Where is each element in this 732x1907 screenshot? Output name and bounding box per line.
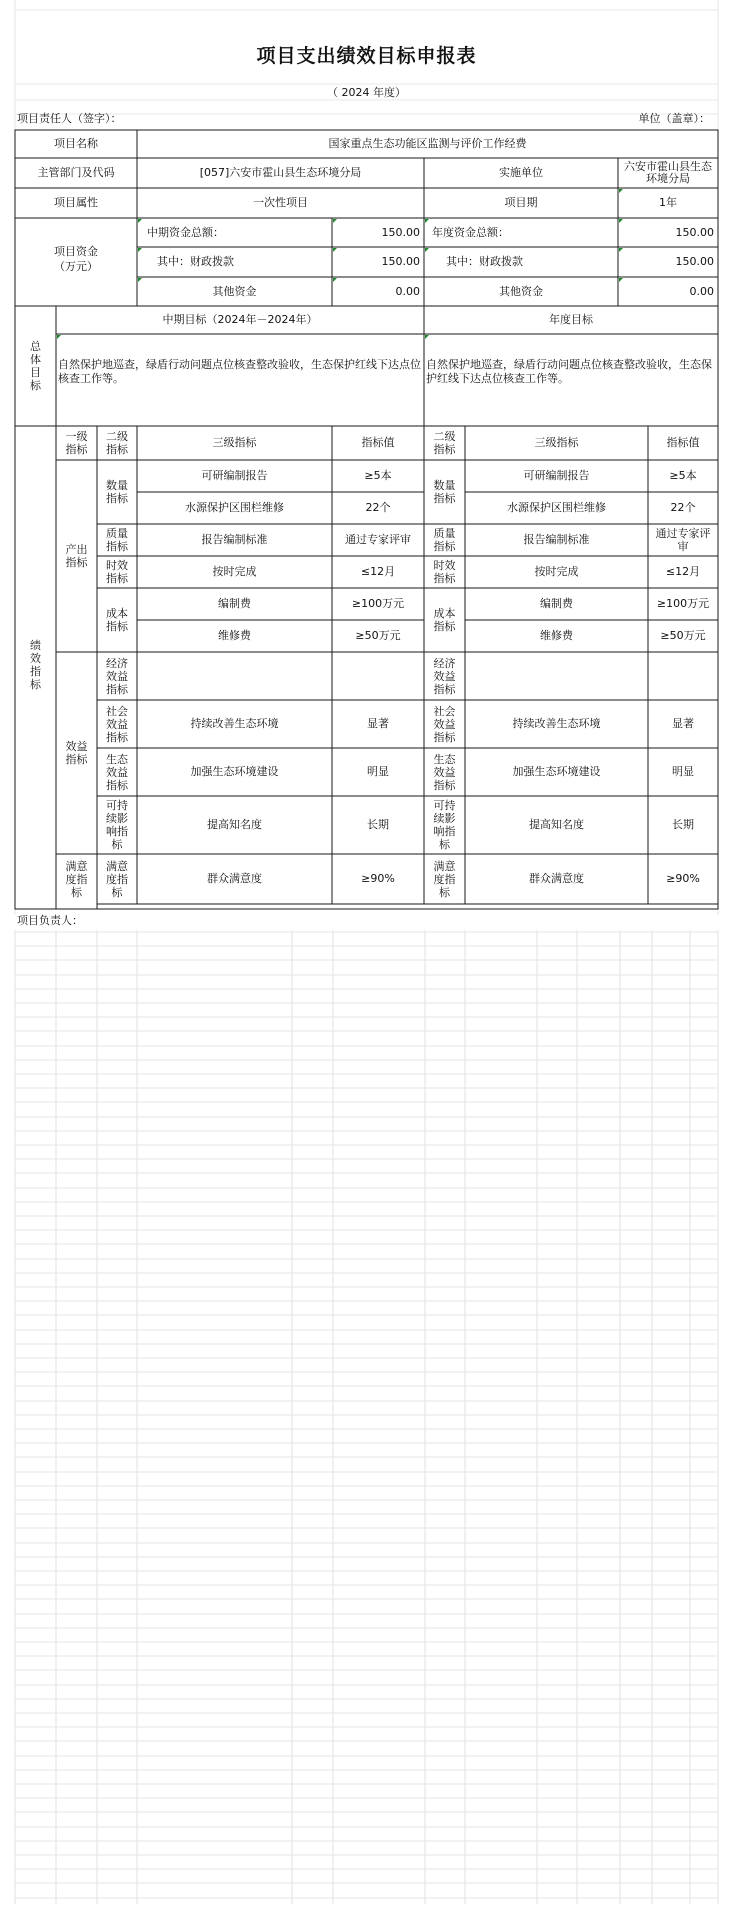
cell-comment-marker [138,219,142,223]
level2-indicator: 满意 [433,859,456,873]
satisfaction-indicator-label: 满意 [65,859,88,873]
level2-indicator: 指标 [106,682,128,696]
mid-term-goal-text: 自然保护地巡查，绿盾行动问题点位核查整改验收，生态保护红线下达点位核查工作等。 [58,358,421,385]
impl-unit-value: 环境分局 [646,172,690,185]
level2-indicator: 成本 [106,607,128,620]
level3-indicator: 群众满意度 [207,872,262,885]
level3-indicator [137,652,332,700]
cell-comment-marker [333,248,337,252]
cell-comment-marker [619,278,623,282]
cell-text: 其他资金 [499,285,543,298]
indicator-value: 通过专家评 [655,527,711,540]
level2-indicator: 可持 [433,799,456,812]
indicator-value: ≥5本 [364,469,392,482]
year-line: （ 2024 年度） [327,86,406,99]
indicator-value: ≥100万元 [656,597,710,610]
level3-indicator: 提高知名度 [207,818,262,831]
cell-text: 0.00 [395,285,420,298]
cell-comment-marker [138,278,142,282]
level2-indicator: 续影 [433,812,456,825]
level2-indicator: 指标 [433,778,456,792]
level3-indicator: 可研编制报告 [523,469,590,482]
level3-indicator: 水源保护区围栏维修 [185,501,284,514]
benefit-indicator-label: 指标 [65,753,88,766]
cell-text: 项目属性 [54,196,98,209]
cell-text: 中期资金总额： [147,226,224,239]
level3-indicator: 提高知名度 [529,818,584,831]
satisfaction-indicator-label: 度指 [65,872,88,886]
level2-indicator: 社会 [106,704,128,718]
level3-indicator: 持续改善生态环境 [512,717,601,730]
cell-text: 0.00 [689,285,714,298]
impl-unit-value: 六安市霍山县生态 [624,160,712,173]
level2-indicator: 生态 [106,752,128,766]
cell-text: （万元） [54,260,98,273]
responsible-label: 项目责任人（签字）： [17,112,122,125]
level3-indicator: 报告编制标准 [201,533,268,546]
level2-indicator: 指标 [433,730,456,744]
indicator-value: ≤12月 [665,565,701,578]
level3-indicator: 加强生态环境建设 [512,765,601,778]
level3-indicator [465,652,648,700]
level1-header: 指标 [65,443,88,456]
level2-indicator: 时效 [106,559,128,572]
level2-indicator: 度指 [433,872,456,886]
cell-text: 150.00 [381,255,420,268]
indicator-value: 明显 [367,765,389,778]
cell-text: 1年 [659,196,677,209]
level2-indicator: 满意 [106,859,128,873]
cell-text: 实施单位 [499,166,543,179]
output-indicator-label: 指标 [65,556,88,569]
level2-indicator: 经济 [433,656,456,670]
level2-header: 指标 [106,443,128,456]
page-title: 项目支出绩效目标申报表 [256,45,477,67]
indicator-value [648,652,718,700]
cell-text: 一次性项目 [253,196,308,209]
indicator-value: 通过专家评审 [345,533,411,546]
goals-label: 标 [30,379,41,392]
level2-indicator: 标 [111,885,123,899]
level2-indicator: 效益 [433,717,456,731]
cell-text: 150.00 [675,226,714,239]
indicator-value: 22个 [365,501,391,514]
level3-indicator: 按时完成 [534,565,579,578]
indicator-value: ≥50万元 [660,629,706,642]
annual-goal-text: 自然保护地巡查，绿盾行动问题点位核查整改验收，生态保护红线下达点位核查工作等。 [426,358,712,385]
cell-text: 150.00 [381,226,420,239]
cell-text: 其中：财政拨款 [157,255,234,268]
cell-comment-marker [333,278,337,282]
level1-header: 一级 [65,430,88,443]
project-name-value: 国家重点生态功能区监测与评价工作经费 [328,137,527,150]
indicator-value: ≥90% [361,872,395,885]
indicator-value: 22个 [670,501,696,514]
indicator-value: ≥5本 [669,469,697,482]
level2-indicator: 度指 [106,872,128,886]
level2-header: 指标 [433,443,456,456]
level2-indicator: 续影 [106,812,128,825]
level3-header: 三级指标 [212,436,257,449]
project-lead-label: 项目负责人： [17,914,83,927]
cell-text: 项目资金 [54,245,98,258]
level3-indicator: 编制费 [540,597,573,610]
satisfaction-indicator-label: 标 [71,885,82,899]
level2-indicator: 指标 [433,492,456,505]
cell-text: 主管部门及代码 [37,166,115,179]
level2-indicator: 指标 [106,730,128,744]
indicator-value: 明显 [672,765,694,778]
cell-comment-marker [619,189,623,193]
cell-text: 项目期 [504,196,538,209]
value-header: 指标值 [666,436,700,449]
level2-indicator: 指标 [106,492,128,505]
level2-indicator: 指标 [433,540,456,553]
cell-text: 年度资金总额： [432,226,509,239]
goals-label: 体 [30,353,41,366]
level2-indicator: 数量 [106,479,128,492]
cell-text: 其中：财政拨款 [446,255,523,268]
value-header: 指标值 [361,436,395,449]
indicator-value: 长期 [367,818,389,831]
level2-indicator: 效益 [106,669,128,683]
cell-comment-marker [425,219,429,223]
cell-comment-marker [619,219,623,223]
indicator-value: 显著 [367,717,389,730]
level3-indicator: 编制费 [218,597,251,610]
level3-indicator: 水源保护区围栏维修 [507,501,606,514]
level3-indicator: 加强生态环境建设 [190,765,279,778]
level2-header: 二级 [433,430,456,443]
level3-indicator: 群众满意度 [529,872,584,885]
level2-indicator: 效益 [433,669,456,683]
performance-label: 指 [30,665,41,678]
level2-indicator: 标 [439,885,450,899]
level2-indicator: 效益 [106,765,128,779]
cell-comment-marker [425,248,429,252]
indicator-value: 长期 [672,818,694,831]
goals-label: 总 [30,340,41,353]
cell-comment-marker [57,335,61,339]
cell-comment-marker [138,248,142,252]
indicator-value: 显著 [672,717,694,730]
cell-comment-marker [333,219,337,223]
cell-comment-marker [425,335,429,339]
indicator-value: 审 [677,540,689,553]
indicator-value: ≥100万元 [351,597,405,610]
dept-value: [057]六安市霍山县生态环境分局 [199,166,362,179]
level2-header: 二级 [106,430,128,443]
performance-label: 效 [30,652,41,665]
benefit-indicator-label: 效益 [65,740,88,753]
indicator-value: ≥90% [666,872,700,885]
cell-text: 项目名称 [54,137,98,150]
level2-indicator: 指标 [106,540,128,553]
level2-indicator: 效益 [433,765,456,779]
goals-label: 目 [30,366,41,379]
level2-indicator: 经济 [106,656,128,670]
level2-indicator: 质量 [433,527,456,540]
level2-indicator: 社会 [433,704,456,718]
level2-indicator: 成本 [433,607,456,620]
level2-indicator: 指标 [106,572,128,585]
indicator-value [332,652,424,700]
level3-indicator: 报告编制标准 [523,533,590,546]
level2-indicator: 响指 [106,825,128,838]
level3-indicator: 维修费 [218,629,251,642]
performance-label: 标 [30,678,41,691]
indicator-value: ≤12月 [360,565,396,578]
level2-indicator: 标 [439,838,450,851]
level3-indicator: 维修费 [540,629,573,642]
indicator-value: ≥50万元 [355,629,401,642]
level2-indicator: 指标 [433,620,456,633]
level2-indicator: 时效 [433,559,456,572]
unit-stamp-label: 单位（盖章）： [638,112,710,125]
level2-indicator: 质量 [106,527,128,540]
cell-comment-marker [619,248,623,252]
cell-text: 其他资金 [212,285,257,298]
level2-indicator: 指标 [433,572,456,585]
level2-indicator: 可持 [106,799,128,812]
level2-indicator: 标 [111,838,123,851]
level3-indicator: 可研编制报告 [201,469,268,482]
level2-indicator: 数量 [433,479,456,492]
cell-text: 150.00 [675,255,714,268]
level2-indicator: 指标 [106,778,128,792]
level2-indicator: 响指 [433,825,456,838]
level2-indicator: 指标 [433,682,456,696]
level3-indicator: 按时完成 [212,565,257,578]
mid-term-goal-header: 中期目标（2024年－2024年） [162,313,318,326]
level2-indicator: 指标 [106,620,128,633]
output-indicator-label: 产出 [65,543,88,556]
performance-label: 绩 [30,639,41,652]
level3-indicator: 持续改善生态环境 [190,717,279,730]
level3-header: 三级指标 [534,436,579,449]
level2-indicator: 效益 [106,717,128,731]
annual-goal-header: 年度目标 [549,313,593,326]
level2-indicator: 生态 [433,752,456,766]
